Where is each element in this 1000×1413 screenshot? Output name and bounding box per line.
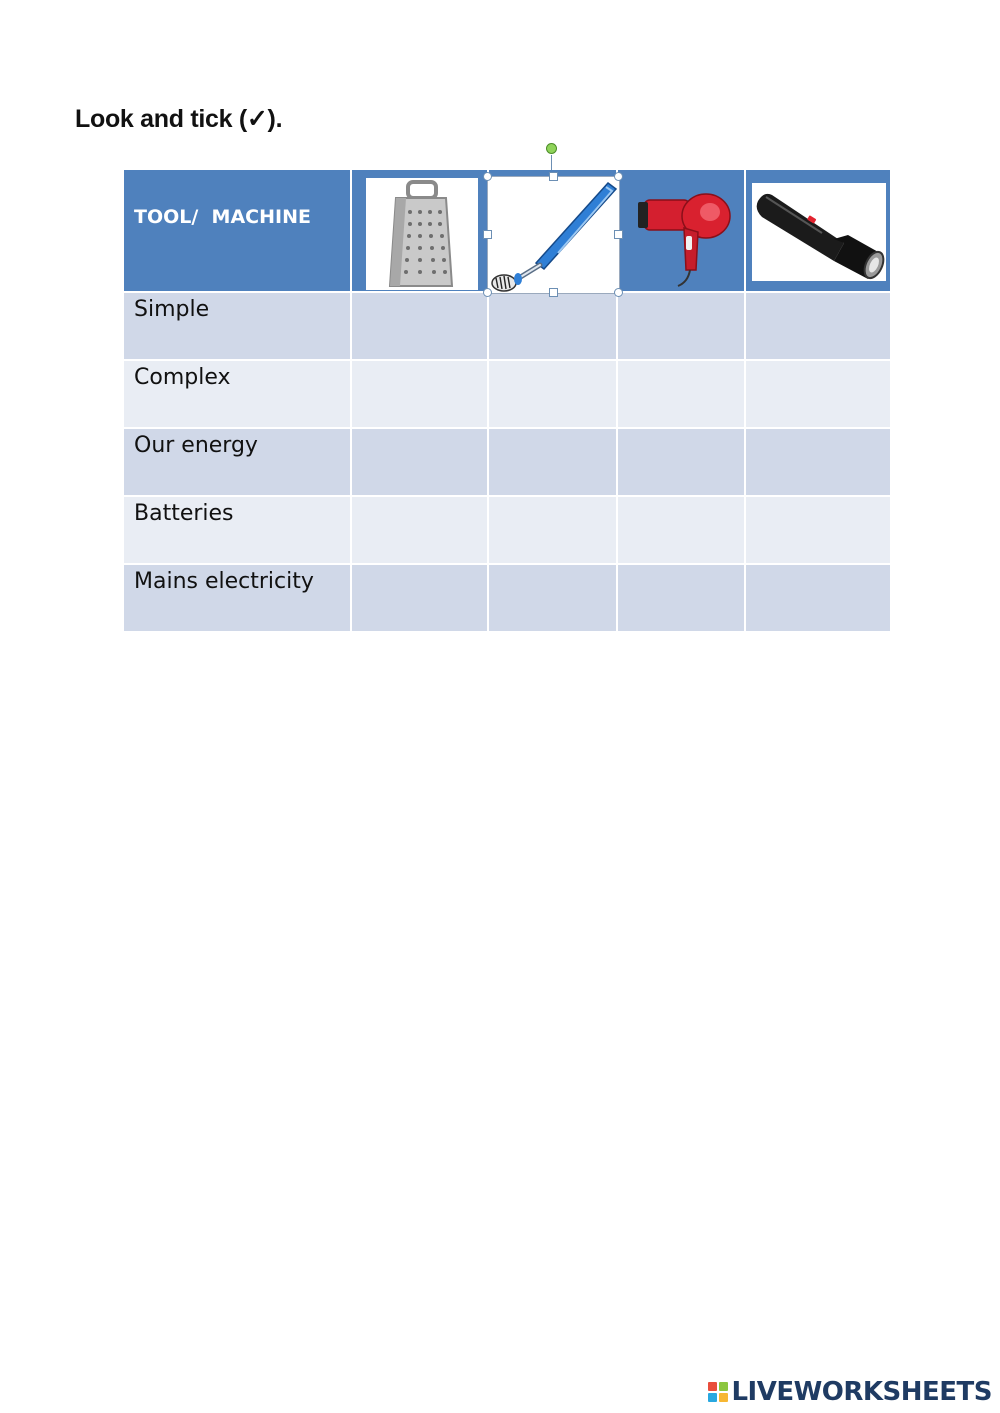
row-label: Simple bbox=[134, 297, 210, 322]
tick-cell[interactable] bbox=[745, 564, 890, 631]
resize-handle[interactable] bbox=[483, 288, 492, 297]
row-label: Mains electricity bbox=[134, 569, 314, 594]
item-cell-grater bbox=[351, 170, 488, 292]
liveworksheets-logo bbox=[708, 1377, 992, 1407]
toothbrush-icon bbox=[488, 177, 619, 293]
table-row bbox=[124, 428, 890, 496]
tick-cell[interactable] bbox=[488, 428, 617, 496]
grater-icon bbox=[366, 178, 478, 290]
tick-cell[interactable] bbox=[488, 360, 617, 428]
tick-cell[interactable] bbox=[745, 360, 890, 428]
tick-cell[interactable] bbox=[617, 564, 745, 631]
tick-cell[interactable] bbox=[488, 564, 617, 631]
header-row bbox=[124, 170, 890, 292]
row-label-cell bbox=[124, 428, 351, 496]
row-label: Our energy bbox=[134, 433, 258, 458]
header-cell bbox=[124, 170, 351, 292]
tools-table bbox=[124, 170, 890, 631]
resize-handle[interactable] bbox=[483, 172, 492, 181]
torch-icon bbox=[752, 183, 886, 281]
tick-cell[interactable] bbox=[745, 496, 890, 564]
table-row bbox=[124, 292, 890, 360]
tick-cell[interactable] bbox=[617, 292, 745, 360]
tick-cell[interactable] bbox=[351, 428, 488, 496]
logo-mark-icon bbox=[708, 1382, 728, 1402]
resize-handle[interactable] bbox=[483, 230, 492, 239]
selected-image-frame[interactable] bbox=[487, 176, 620, 294]
rotate-handle[interactable] bbox=[546, 143, 557, 154]
tick-cell[interactable] bbox=[488, 496, 617, 564]
tick-cell[interactable] bbox=[745, 428, 890, 496]
tick-cell[interactable] bbox=[617, 496, 745, 564]
table-row bbox=[124, 564, 890, 631]
tick-cell[interactable] bbox=[351, 564, 488, 631]
tick-cell[interactable] bbox=[351, 360, 488, 428]
hair-dryer-icon bbox=[618, 170, 746, 291]
row-label-cell bbox=[124, 496, 351, 564]
table-row bbox=[124, 360, 890, 428]
logo-text: LIVEWORKSHEETS bbox=[731, 1377, 992, 1407]
item-cell-torch bbox=[745, 170, 890, 292]
tick-cell[interactable] bbox=[488, 292, 617, 360]
item-cell-toothbrush bbox=[488, 170, 617, 292]
table-row bbox=[124, 496, 890, 564]
row-label: Complex bbox=[134, 365, 231, 390]
tick-cell[interactable] bbox=[351, 496, 488, 564]
row-label-cell bbox=[124, 360, 351, 428]
tick-cell[interactable] bbox=[745, 292, 890, 360]
resize-handle[interactable] bbox=[549, 288, 558, 297]
tick-cell[interactable] bbox=[617, 360, 745, 428]
tick-cell[interactable] bbox=[351, 292, 488, 360]
header-label: TOOL/ MACHINE bbox=[134, 206, 311, 228]
item-cell-hair-dryer bbox=[617, 170, 745, 292]
row-label: Batteries bbox=[134, 501, 234, 526]
row-label-cell bbox=[124, 564, 351, 631]
resize-handle[interactable] bbox=[549, 172, 558, 181]
row-label-cell bbox=[124, 292, 351, 360]
instruction-text: Look and tick (✓). bbox=[75, 105, 283, 133]
tick-cell[interactable] bbox=[617, 428, 745, 496]
